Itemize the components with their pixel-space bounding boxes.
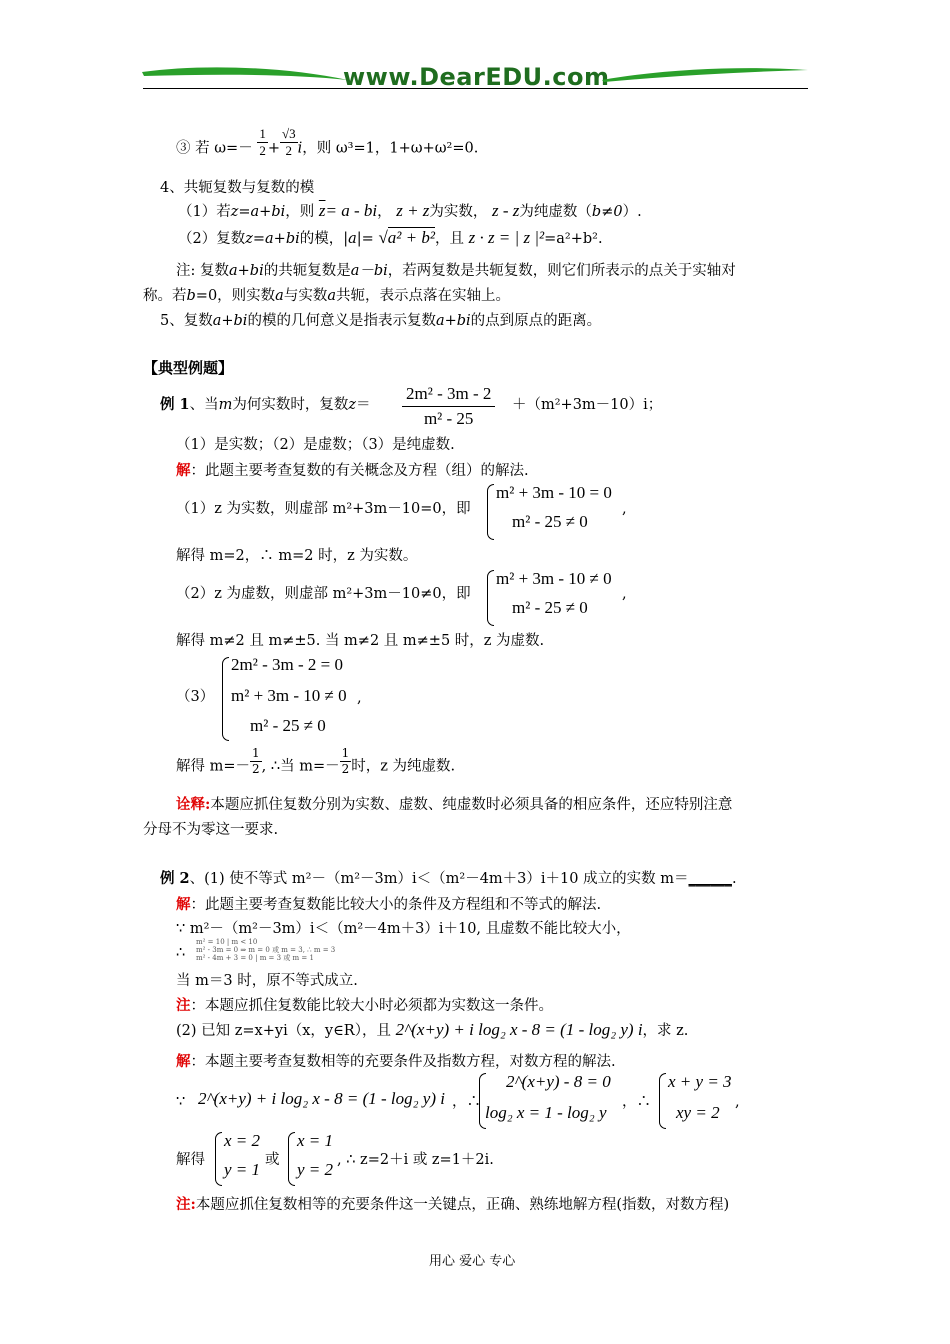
system1-eq2: m² - 25 ≠ 0 [512,512,588,531]
solve-label: 解得 [176,1152,205,1168]
example2-result: , ∴ z=2＋i 或 z=1＋2i. [337,1152,494,1168]
system-brace-3 [222,657,229,741]
omega-line: ③ 若 ω=－ $\frac{1}{2}$ + $\frac{√3}{2}$ i，则 ω³=1，1+ω+ω²=0. [176,126,479,158]
therefore-symbol-3: ，∴ [622,1094,651,1110]
system3-eq3: m² - 25 ≠ 0 [250,716,326,735]
example2-line1: ∵ m²－（m²－3m）i＜（m²－4m＋3）i＋10, 且虚数不能比较大小， [176,921,631,937]
example1-question-end: ＋（m²+3m－10）i； [512,397,663,413]
note-conjugate-2: 称。若b=0，则实数a与实数a共轭，表示点落在实轴上。 [143,288,510,304]
system-brace-2 [487,570,494,626]
example1-parts: （1）是实数；（2）是虚数；（3）是纯虚数. [176,437,455,453]
system5-eq1: x + y = 3 [668,1072,732,1091]
note-conjugate: 注: 复数a+bi的共轭复数是a－bi，若两复数是共轭复数，则它们所表示的点关于实轴对 [176,263,736,279]
system3-eq1: 2m² - 3m - 2 = 0 [231,655,343,674]
modulus-sqrt: √a² + b² [378,228,435,247]
therefore-symbol: ∴ [176,945,186,961]
example2-question: 例 2、(1) 使不等式 m²－（m²－3m）i＜（m²－4m＋3）i＋10 成立的实数 m＝______. [160,870,737,887]
system5-eq2: xy = 2 [676,1103,720,1122]
system3-eq2: m² + 3m - 10 ≠ 0 [231,686,347,705]
fraction-ex1: 2m² - 3m - 2 m² - 25 [402,382,495,431]
example2-part2: (2) 已知 z=x+yi（x，y∈R），且 2^(x+y) + i log₂ x - 8 = (1 - log₂ y) i，求 z. [176,1020,689,1039]
tiny-system: m² = 10 | m < 10 m² - 3m = 0 ⇒ m = 0 或 m = 3, ∴ m = 3 m² - 4m + 3 = 0 | m = 3 或 m = 1 [196,938,336,962]
example1-part2: （2）z 为虚数，则虚部 m²+3m－10≠0，即 [176,586,471,602]
system-brace-1 [487,484,494,540]
system4-eq2: log₂ x = 1 - log₂ y [485,1103,607,1122]
system-brace-6 [215,1132,222,1186]
example1-part3: （3） [176,689,215,705]
example1-solution-intro: 解：此题主要考查复数的有关概念及方程（组）的解法. [176,462,529,479]
header-swoosh-right [600,62,810,88]
header-rule [143,88,808,89]
conjugate-line-1: （1）若z=a+bi，则 $\overline{z}= a$ - bi， z + z为实数， z - z为纯虚数（b≠0）. [178,201,642,220]
solution1-y: y = 1 [224,1160,261,1179]
example2-line3: 当 m＝3 时，原不等式成立. [176,973,358,989]
system-brace-7 [288,1132,295,1186]
example1-commentary: 诠释:本题应抓住复数分别为实数、虚数、纯虚数时必须具备的相应条件，还应特别注意 [176,796,733,813]
section-title: 【典型例题】 [143,359,234,377]
example1-commentary-2: 分母不为零这一要求. [143,822,279,838]
example1-part1: （1）z 为实数，则虚部 m²+3m－10=0，即 [176,501,471,517]
conjugate-line-2: （2）复数z=a+bi的模，|a|= √a² + b²，且 z · z = | z |²=a²+b². [178,228,603,247]
system2-eq2: m² - 25 ≠ 0 [512,598,588,617]
or-label: 或 [265,1152,280,1168]
example2-note1: 注：本题应抓住复数能比较大小时必须都为实数这一条件。 [176,997,553,1014]
example2-note2: 注:本题应抓住复数相等的充要条件这一关键点，正确、熟练地解方程(指数，对数方程) [176,1196,730,1213]
header-swoosh-left [140,62,350,88]
solution2-y: y = 2 [297,1160,334,1179]
example2-solution-intro-2: 解：本题主要考查复数相等的充要条件及指数方程，对数方程的解法. [176,1053,616,1070]
fraction-sqrt3: $\frac{√3}{2}$ [281,126,296,158]
example1-part3-result: 解得 m=－ $\frac{1}{2}$ , ∴当 m=－ $\frac{1}{2}$ 时，z 为纯虚数. [176,746,456,776]
example2-equation: 2^(x+y) + i log₂ x - 8 = (1 - log₂ y) i [198,1089,445,1108]
therefore-symbol-2: ，∴ [452,1094,481,1110]
site-logo: www.DearEDU.com [343,63,610,91]
system-brace-5 [659,1073,666,1129]
system4-eq1: 2^(x+y) - 8 = 0 [506,1072,611,1091]
page-footer: 用心 爱心 专心 [429,1254,516,1269]
example2-solution-intro: 解：此题主要考查复数能比较大小的条件及方程组和不等式的解法. [176,896,602,913]
system1-eq1: m² + 3m - 10 = 0 [496,483,612,502]
solution1-x: x = 2 [224,1131,261,1150]
because-symbol: ∵ [176,1094,186,1110]
example1-part1-result: 解得 m=2，∴ m=2 时，z 为实数。 [176,548,418,564]
example1-question: 例 1、当m为何实数时，复数z＝ [160,396,371,413]
example1-part2-result: 解得 m≠2 且 m≠±5. 当 m≠2 且 m≠±5 时，z 为虚数. [176,633,545,649]
solution2-x: x = 1 [297,1131,334,1150]
heading-conjugate: 4、共轭复数与复数的模 [160,180,315,196]
fraction-half: $\frac{1}{2}$ [259,126,266,158]
system2-eq1: m² + 3m - 10 ≠ 0 [496,569,612,588]
geometric-meaning: 5、复数a+bi的模的几何意义是指表示复数a+bi的点到原点的距离。 [160,313,602,329]
